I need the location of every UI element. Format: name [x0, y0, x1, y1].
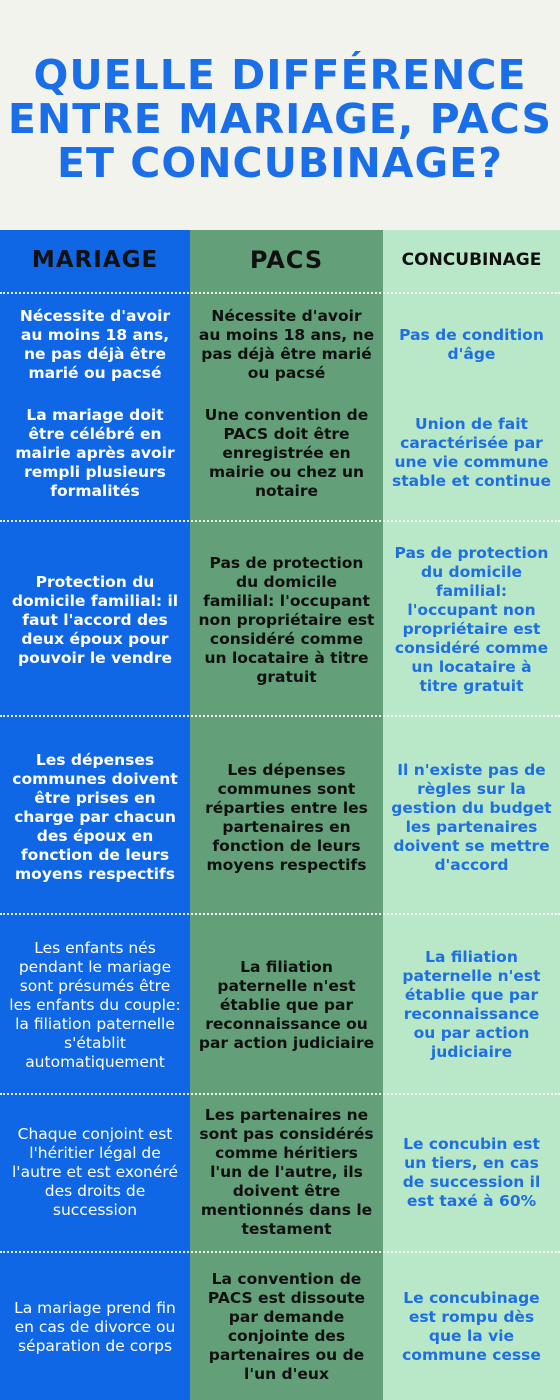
cell-concubinage-fin: Le concubinage est rompu dès que la vie commune cesse	[402, 1289, 541, 1364]
cell-mariage-fin: La mariage prend fin en cas de divorce ou séparation de corps	[14, 1298, 176, 1355]
cell-concubinage-age: Pas de condition d'âge	[399, 326, 544, 363]
cell-mariage-filiation: Les enfants nés pendant le mariage sont présumés être les enfants du couple: la filiation paternelle s'établit automatiquement	[9, 938, 181, 1071]
cell-concubinage-succession: Le concubin est un tiers, en cas de succession il est taxé à 60%	[402, 1134, 541, 1210]
column-header-mariage: MARIAGE	[31, 247, 159, 273]
cell-mariage-age: Nécessite d'avoir au moins 18 ans, ne pas déjà être marié ou pacsé	[19, 307, 171, 382]
cell-pacs-filiation: La filiation paternelle n'est établie que par reconnaissance ou par action judiciaire	[198, 957, 375, 1052]
row-divider	[0, 520, 560, 522]
cell-pacs-depenses: Les dépenses communes sont réparties entre les partenaires en fonction de leurs moyens respectifs	[205, 760, 368, 874]
cell-pacs-domicile: Pas de protection du domicile familial: l'occupant non propriétaire est considéré comme un locataire à titre gratuit	[198, 553, 375, 686]
cell-concubinage-filiation: La filiation paternelle n'est établie que par reconnaissance ou par action judiciaire	[402, 948, 541, 1061]
row-divider	[0, 1093, 560, 1095]
column-header-pacs: PACS	[249, 246, 324, 274]
cell-mariage-depenses: Les dépenses communes doivent être prises en charge par chacun des époux en fonction de leurs moyens respectifs	[12, 751, 178, 883]
row-divider	[0, 292, 560, 294]
header	[0, 0, 560, 230]
page-title: QUELLE DIFFÉRENCE ENTRE MARIAGE, PACS ET CONCUBINAGE?	[7, 51, 553, 187]
cell-mariage-formalites: La mariage doit être célébré en mairie après avoir rempli plusieurs formalités	[15, 405, 175, 500]
row-divider	[0, 913, 560, 915]
cell-mariage-domicile: Protection du domicile familial: il faut l'accord des deux époux pour pouvoir le vendre	[11, 572, 179, 667]
cell-concubinage-depenses: Il n'existe pas de règles sur la gestion du budget les partenaires doivent se mettre d'accord	[391, 760, 552, 874]
cell-pacs-age: Nécessite d'avoir au moins 18 ans, ne pas déjà être marié ou pacsé	[198, 307, 375, 382]
cell-concubinage-formalites: Union de fait caractérisée par une vie commune stable et continue	[392, 415, 551, 490]
row-divider	[0, 1251, 560, 1253]
cell-concubinage-domicile: Pas de protection du domicile familial: l'occupant non propriétaire est considéré comme un locataire à titre gratuit	[394, 544, 549, 695]
cell-pacs-formalites: Une convention de PACS doit être enregistrée en mairie ou chez un notaire	[204, 405, 369, 500]
row-divider	[0, 715, 560, 717]
column-header-concubinage: CONCUBINAGE	[401, 250, 542, 270]
cell-pacs-fin: La convention de PACS est dissoute par demande conjointe des partenaires ou de l'un d'eux	[207, 1270, 366, 1383]
cell-mariage-succession: Chaque conjoint est l'héritier légal de l'autre et est exonéré des droits de succession	[12, 1125, 178, 1219]
cell-pacs-succession: Les partenaires ne sont pas considérés comme héritiers l'un de l'autre, ils doivent être mentionnés dans le testament	[199, 1106, 374, 1238]
